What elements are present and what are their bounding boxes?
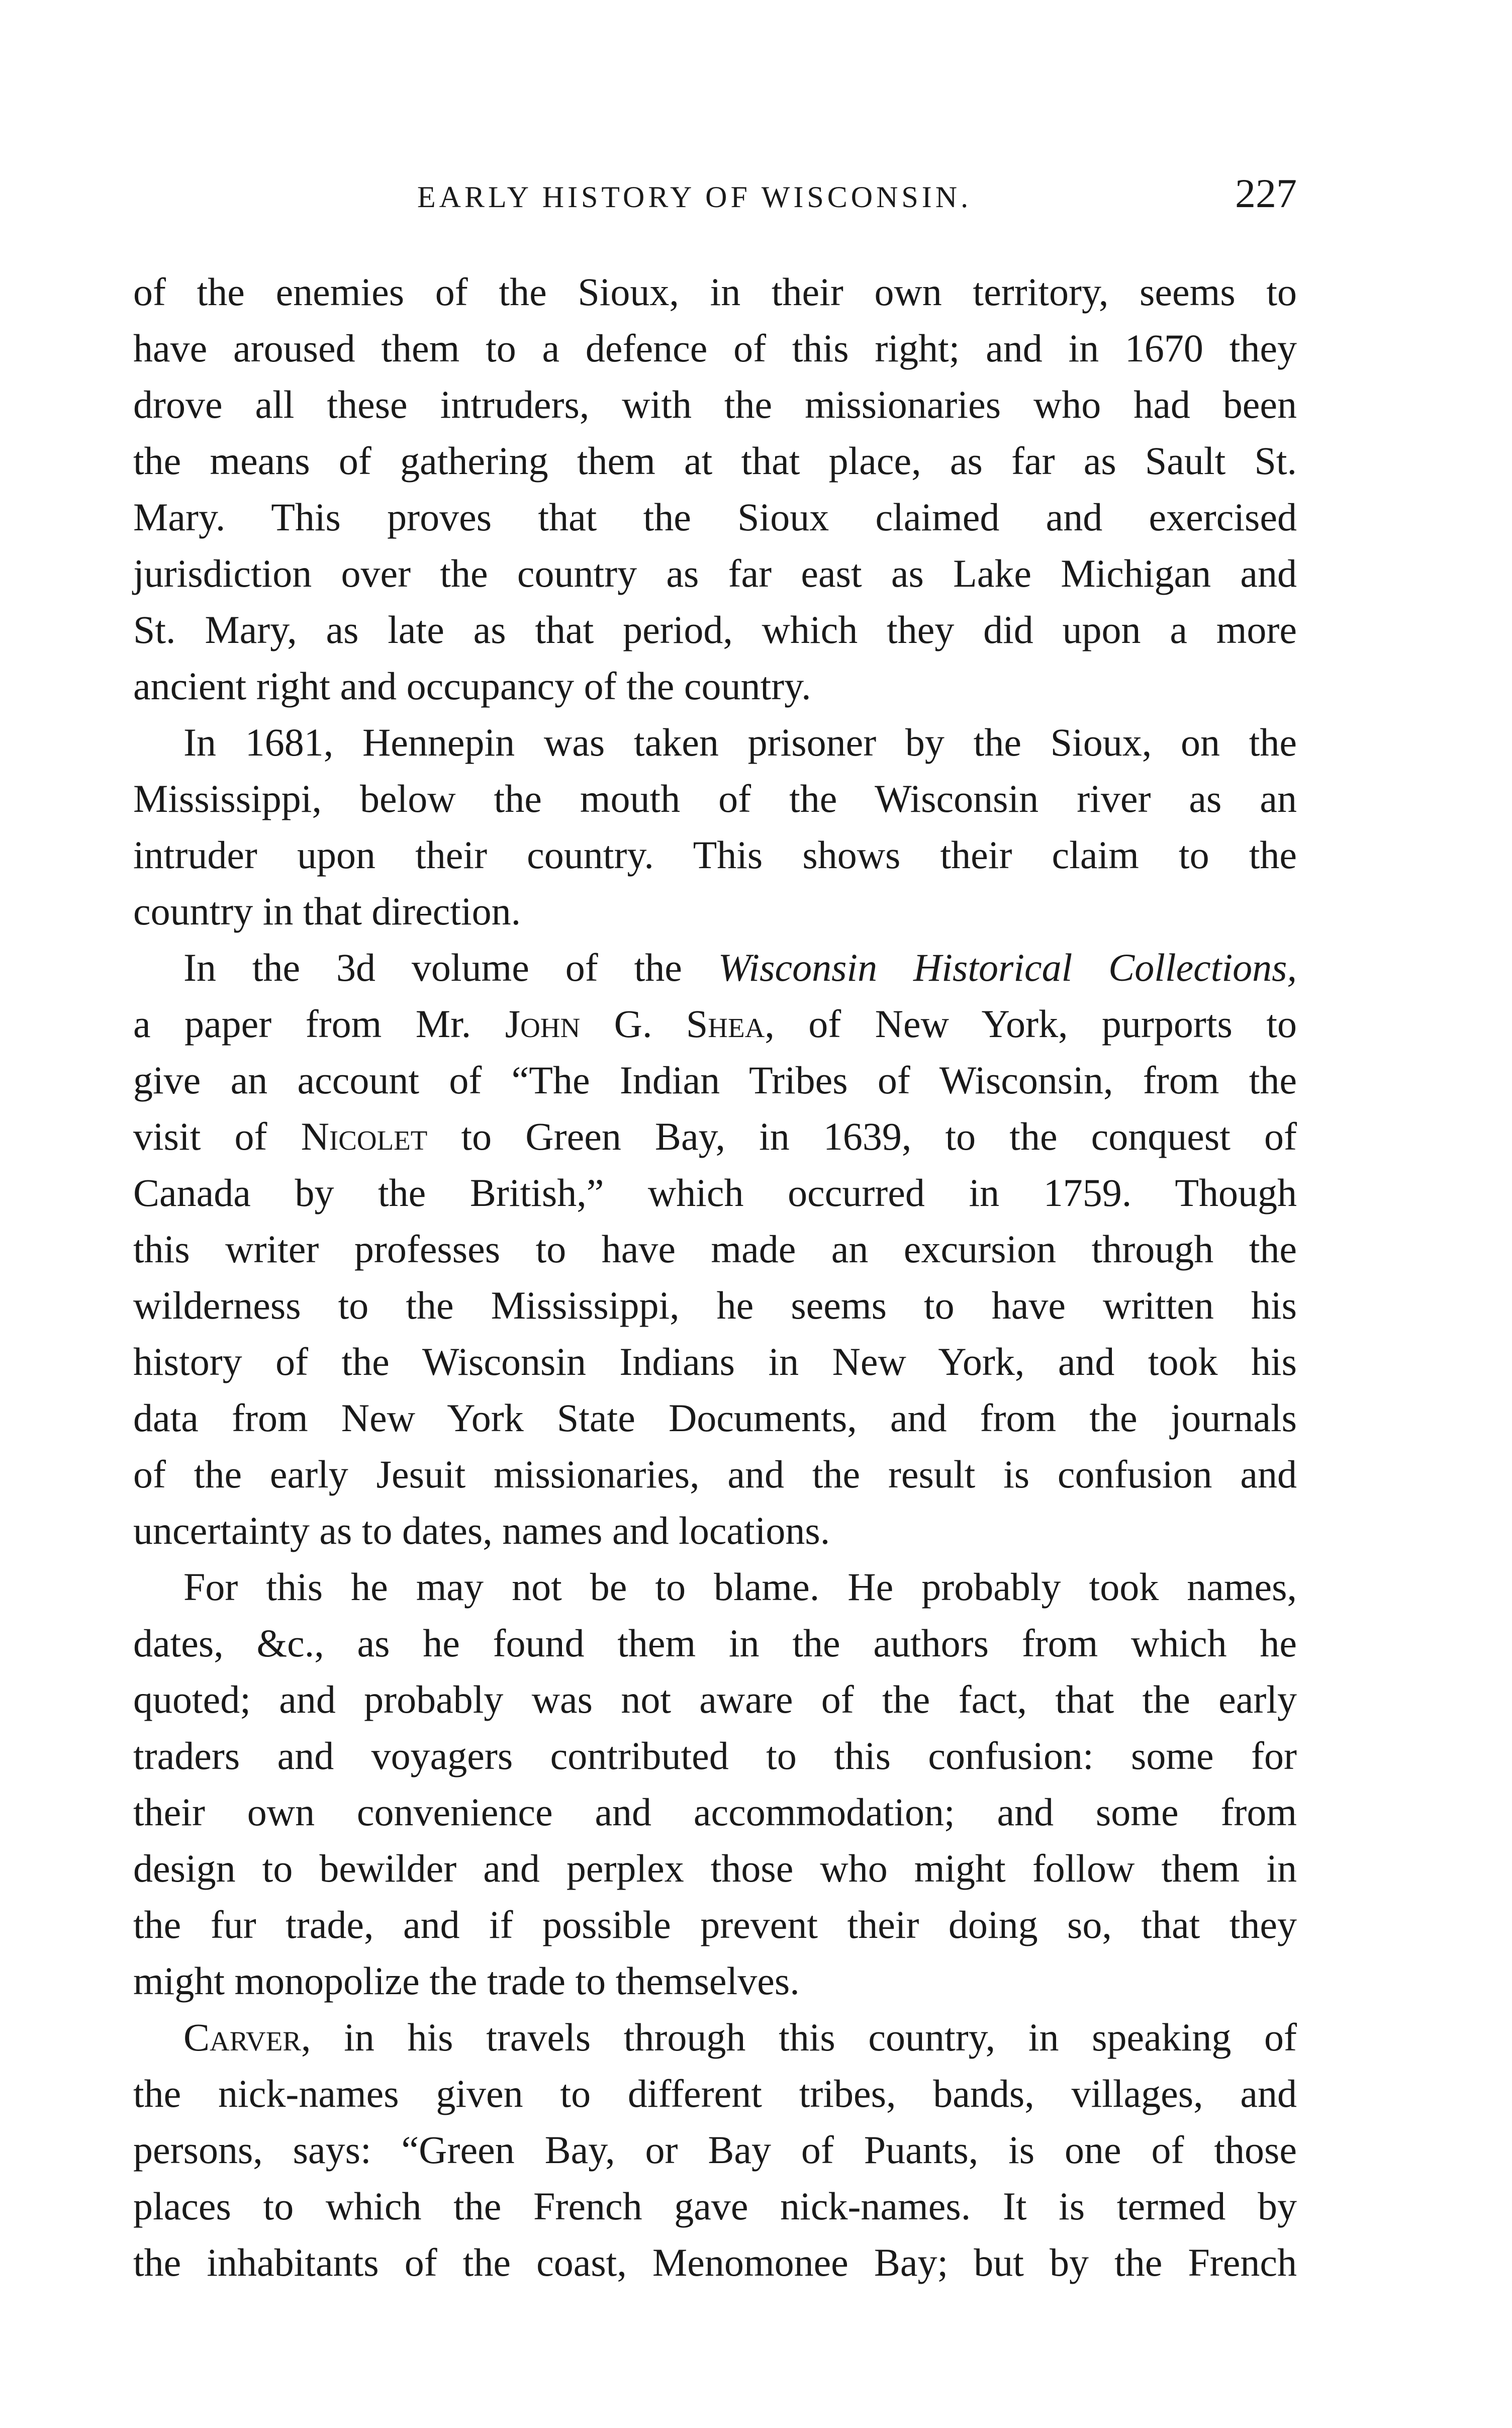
text-run: , of New York, purports to xyxy=(765,1002,1297,1046)
text-line: data from New York State Documents, and from the journals xyxy=(133,1396,1297,1440)
italic-title: Wisconsin Historical Collections, xyxy=(718,946,1297,989)
page-number: 227 xyxy=(1235,170,1297,216)
text-line: of the early Jesuit missionaries, and the result is confusion and xyxy=(133,1452,1297,1496)
text-line: uncertainty as to dates, names and locations. xyxy=(133,1509,830,1552)
text-line: history of the Wisconsin Indians in New York, and took his xyxy=(133,1340,1297,1383)
text-line: the nick-names given to different tribes, bands, villages, and xyxy=(133,2072,1297,2115)
text-line: For this he may not be to blame. He probably took names, xyxy=(183,1565,1297,1609)
text-line: places to which the French gave nick-names. It is termed by xyxy=(133,2184,1297,2228)
text-line: have aroused them to a defence of this right; and in 1670 they xyxy=(133,326,1297,370)
text-line: give an account of “The Indian Tribes of Wisconsin, from the xyxy=(133,1058,1297,1102)
text-line: ancient right and occupancy of the country. xyxy=(133,664,811,708)
text-line: design to bewilder and perplex those who might follow them in xyxy=(133,1846,1297,1890)
text-line: St. Mary, as late as that period, which they did upon a more xyxy=(133,608,1297,651)
text-run: a paper from Mr. xyxy=(133,1002,505,1046)
text-line: of the enemies of the Sioux, in their own territory, seems to xyxy=(133,270,1297,314)
person-name: Carver xyxy=(183,2015,302,2059)
text-line: wilderness to the Mississippi, he seems to have written his xyxy=(133,1283,1297,1327)
text-line: Mary. This proves that the Sioux claimed and exercised xyxy=(133,495,1297,539)
running-head xyxy=(136,170,1297,225)
text-line xyxy=(133,2009,1297,2066)
text-line: this writer professes to have made an excursion through the xyxy=(133,1227,1297,1271)
text-line: their own convenience and accommodation; and some from xyxy=(133,1790,1297,1834)
text-line xyxy=(133,940,1297,996)
text-line: jurisdiction over the country as far east as Lake Michigan and xyxy=(133,551,1297,595)
text-line: drove all these intruders, with the missionaries who had been xyxy=(133,383,1297,426)
text-line: might monopolize the trade to themselves. xyxy=(133,1959,800,2003)
text-line: Mississippi, below the mouth of the Wisconsin river as an xyxy=(133,777,1297,820)
text-run: In the 3d volume of the xyxy=(183,946,718,989)
text-line: the means of gathering them at that place, as far as Sault St. xyxy=(133,439,1297,483)
text-run: visit of xyxy=(133,1114,301,1158)
text-line: the fur trade, and if possible prevent their doing so, that they xyxy=(133,1903,1297,1946)
text-run: to Green Bay, in 1639, to the conquest of xyxy=(427,1114,1297,1158)
text-line: traders and voyagers contributed to this confusion: some for xyxy=(133,1734,1297,1778)
running-title: EARLY HISTORY OF WISCONSIN. xyxy=(417,180,972,214)
text-run: , in his travels through this country, in speaking of xyxy=(301,2015,1297,2059)
text-line: Canada by the British,” which occurred in 1759. Though xyxy=(133,1171,1297,1215)
person-name: Nicolet xyxy=(301,1114,428,1158)
text-line: quoted; and probably was not aware of the fact, that the early xyxy=(133,1677,1297,1721)
author-name: John G. Shea xyxy=(505,1002,765,1046)
body-text xyxy=(133,264,1297,2291)
text-line: intruder upon their country. This shows their claim to the xyxy=(133,833,1297,877)
text-line: In 1681, Hennepin was taken prisoner by the Sioux, on the xyxy=(183,720,1297,764)
text-line: dates, &c., as he found them in the authors from which he xyxy=(133,1621,1297,1665)
text-line: the inhabitants of the coast, Menomonee Bay; but by the French xyxy=(133,2240,1297,2284)
text-line xyxy=(133,996,1297,1052)
text-line: persons, says: “Green Bay, or Bay of Puants, is one of those xyxy=(133,2128,1297,2172)
text-line xyxy=(133,1108,1297,1165)
text-line: country in that direction. xyxy=(133,889,521,933)
